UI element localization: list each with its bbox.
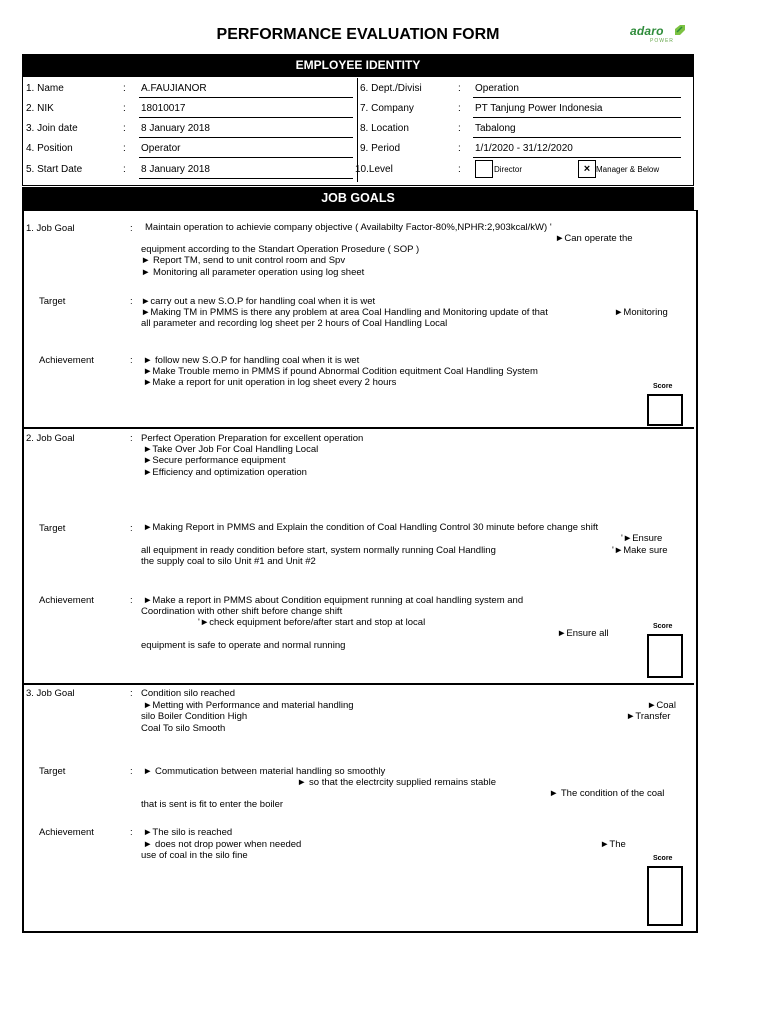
dept-label: 6. Dept./Divisi [360,83,422,94]
join-date-underline [139,137,353,138]
goal-2-score-box[interactable] [647,634,683,678]
position-value: Operator [141,143,181,154]
goal-2-line-1: Perfect Operation Preparation for excellent operation [141,433,364,444]
start-date-label: 5. Start Date [26,164,83,175]
start-date-colon: : [123,164,126,175]
goal-2-line-3: ►Secure performance equipment [143,455,286,466]
nik-label: 2. NIK [26,103,54,114]
goal-3-target-colon: : [130,766,133,777]
logo-text: adaro [630,24,664,38]
level-label: 10.Level [355,164,393,175]
goal-2-achievement-label: Achievement [39,595,94,606]
name-value: A.FAUJIANOR [141,83,207,94]
dept-value: Operation [475,83,519,94]
goal-3-score-label: Score [653,855,673,862]
goal-2-achievement-line-4: ►Ensure all [557,628,609,639]
position-underline [139,157,353,158]
join-date-value: 8 January 2018 [141,123,210,134]
goal-2-target-line-2: '►Ensure [621,533,663,544]
position-label: 4. Position [26,143,73,154]
goal-1-score-label: Score [653,383,673,390]
goal-1-achievement-line-3: ►Make a report for unit operation in log sheet every 2 hours [143,377,397,388]
location-value: Tabalong [475,123,516,134]
dept-underline [473,97,681,98]
goal-2-target-label: Target [39,523,66,534]
logo-subtext: POWER [650,38,674,44]
goal-2-target-line-4: '►Make sure [612,545,668,556]
period-colon: : [458,143,461,154]
goal-3-line-4: silo Boiler Condition High [141,711,248,722]
goal-3-target-line-3: ► The condition of the coal [549,788,665,799]
period-label: 9. Period [360,143,401,154]
nik-colon: : [123,103,126,114]
level-director-checkbox[interactable] [475,160,493,178]
goal-2-line-4: ►Efficiency and optimization operation [143,467,307,478]
nik-underline [139,117,353,118]
start-date-underline [139,178,353,179]
goal-3-line-1: Condition silo reached [141,688,236,699]
goal-3-achievement-line-4: use of coal in the silo fine [141,850,248,861]
goal-2-target-colon: : [130,523,133,534]
goal-3-line-3: ►Coal [647,700,676,711]
dept-colon: : [458,83,461,94]
goal-1-score-box[interactable] [647,394,683,426]
start-date-value: 8 January 2018 [141,164,210,175]
goal-2-target-line-3: all equipment in ready condition before start, system normally running Coal Handling [141,545,496,556]
goal-1-target-line-4: all parameter and recording log sheet per 2 hours of Coal Handling Local [141,318,448,329]
company-colon: : [458,103,461,114]
nik-value: 18010017 [141,103,186,114]
form-title: PERFORMANCE EVALUATION FORM [216,26,500,43]
logo-leaf-icon [674,24,686,36]
level-manager-checkbox[interactable]: × [578,160,596,178]
company-underline [473,117,681,118]
goal-1-line-4: ► Report TM, send to unit control room and Spv [141,255,346,266]
employee-identity-header: EMPLOYEE IDENTITY [22,54,694,76]
goal-1-line-2: ►Can operate the [555,233,633,244]
goal-2-achievement-line-3: '►check equipment before/after start and stop at local [198,617,426,628]
job-goals-header: JOB GOALS [22,187,694,210]
period-value: 1/1/2020 - 31/12/2020 [475,143,573,154]
goal-2-colon: : [130,433,133,444]
period-underline [473,157,681,158]
goal-1-line-5: ► Monitoring all parameter operation using log sheet [141,267,365,278]
goal-1-target-line-1: ►carry out a new S.O.P for handling coal when it is wet [141,296,376,307]
goal-1-line-3: equipment according to the Standart Operation Prosedure ( SOP ) [141,244,420,255]
level-manager-label: Manager & Below [596,165,660,174]
company-label: 7. Company [360,103,414,114]
goal-3-label: 3. Job Goal [26,688,75,699]
goal-1-colon: : [130,223,133,234]
goal-3-colon: : [130,688,133,699]
location-label: 8. Location [360,123,409,134]
goal-3-line-6: Coal To silo Smooth [141,723,226,734]
goal-3-achievement-line-2: ► does not drop power when needed [143,839,302,850]
name-colon: : [123,83,126,94]
goal-3-line-5: ►Transfer [626,711,671,722]
location-underline [473,137,681,138]
goal-3-target-label: Target [39,766,66,777]
goal-2-achievement-line-1: ►Make a report in PMMS about Condition equipment running at coal handling system and [143,595,524,606]
goal-1-line-1: Maintain operation to achievie company objective ( Availabilty Factor-80%,NPHR:2,903kcal/kW) ' [145,222,552,233]
goal-3-target-line-4: that is sent is fit to enter the boiler [141,799,284,810]
goal-2-target-line-1: ►Making Report in PMMS and Explain the condition of Coal Handling Control 30 minute before change shift [143,522,599,533]
position-colon: : [123,143,126,154]
goal-1-achievement-label: Achievement [39,355,94,366]
level-colon: : [458,164,461,175]
goal-2-score-label: Score [653,623,673,630]
goal-3-achievement-label: Achievement [39,827,94,838]
goal-3-achievement-line-1: ►The silo is reached [143,827,233,838]
goal-2-target-line-5: the supply coal to silo Unit #1 and Unit #2 [141,556,316,567]
goal-2-label: 2. Job Goal [26,433,75,444]
goal-3-line-2: ►Metting with Performance and material handling [143,700,354,711]
goal-3-achievement-line-3: ►The [600,839,626,850]
goal-2-achievement-line-5: equipment is safe to operate and normal running [141,640,346,651]
goal-1-target-label: Target [39,296,66,307]
goal-3-achievement-colon: : [130,827,133,838]
name-underline [139,97,353,98]
goal-1-label: 1. Job Goal [26,223,75,234]
company-logo [626,24,690,50]
join-date-label: 3. Join date [26,123,78,134]
join-date-colon: : [123,123,126,134]
goal-3-target-line-1: ► Commutication between material handling so smoothly [143,766,386,777]
goal-1-achievement-line-2: ►Make Trouble memo in PMMS if pound Abnormal Codition equitment Coal Handling System [143,366,538,377]
goal-2-achievement-line-2: Coordination with other shift before change shift [141,606,343,617]
goal-1-target-colon: : [130,296,133,307]
goal-2-achievement-colon: : [130,595,133,606]
goal-3-score-box[interactable] [647,866,683,926]
goal-1-target-line-3: ►Monitoring [614,307,668,318]
goal-separator-1 [22,427,694,429]
company-value: PT Tanjung Power Indonesia [475,103,603,114]
location-colon: : [458,123,461,134]
goal-1-target-line-2: ►Making TM in PMMS is there any problem at area Coal Handling and Monitoring update of that [141,307,548,318]
goal-3-target-line-2: ► so that the electrcity supplied remains stable [297,777,496,788]
goal-1-achievement-colon: : [130,355,133,366]
goal-2-line-2: ►Take Over Job For Coal Handling Local [143,444,319,455]
goal-separator-2 [22,683,694,685]
name-label: 1. Name [26,83,64,94]
level-director-label: Director [494,165,523,174]
goal-1-achievement-line-1: ► follow new S.O.P for handling coal when it is wet [143,355,360,366]
